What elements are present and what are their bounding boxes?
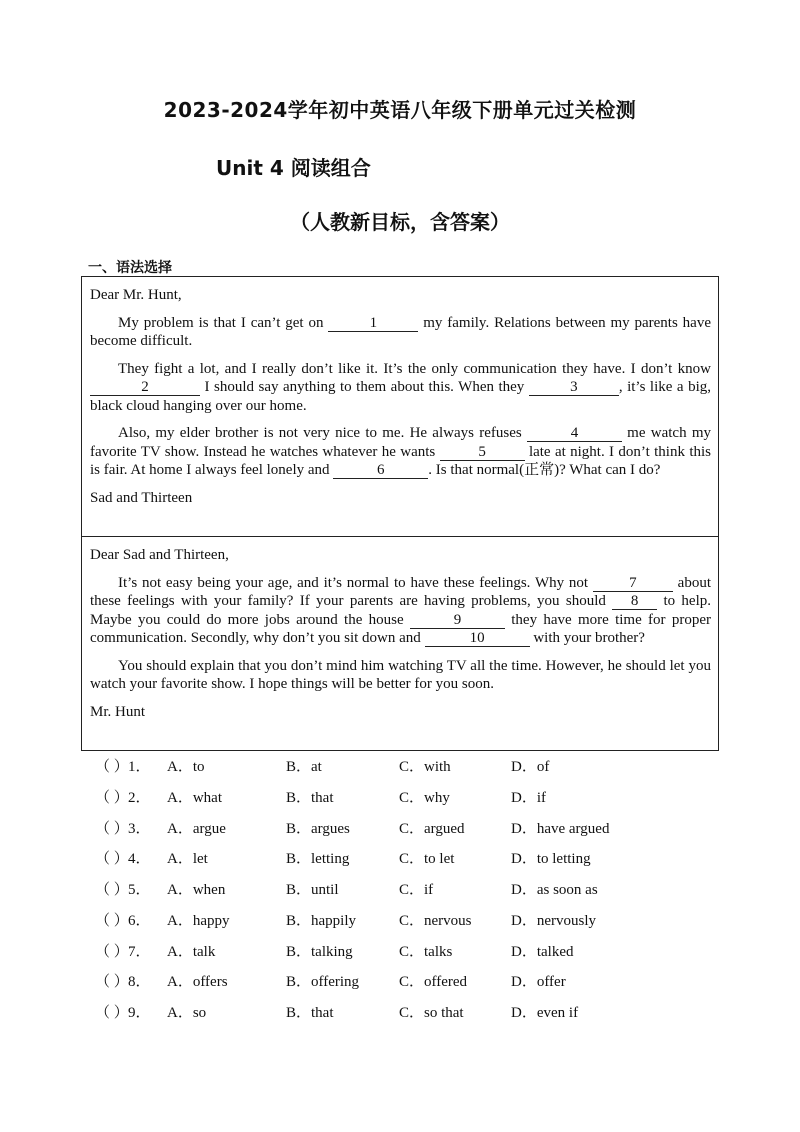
blank-5: 5 <box>440 445 525 461</box>
answer-bracket[interactable]: （ ） <box>95 790 129 806</box>
letter-greeting: Dear Mr. Hunt, <box>90 287 182 303</box>
text-run: they have more time for proper communication. Secondly, why don’t you sit down and <box>90 611 711 646</box>
question-number: 8． <box>128 974 151 990</box>
letter-signature: Sad and Thirteen <box>90 489 193 506</box>
option-a: A．to <box>167 759 205 775</box>
text-run: Also, my elder brother is not very nice to me. He always refuses <box>118 425 527 441</box>
text-run: It’s not easy being your age, and it’s normal to have these feelings. Why not <box>118 574 593 591</box>
option-b: B．at <box>286 759 322 775</box>
text-run: They fight a lot, and I really don’t like it. It’s the only communication they have. I don’t know <box>118 360 711 377</box>
letter-greeting: Dear Sad and Thirteen, <box>90 547 229 563</box>
answer-bracket[interactable]: （ ） <box>95 851 129 867</box>
letter-paragraph: You should explain that you don’t mind him watching TV all the time. However, he should let you watch your favorite show. I hope things will be better for you soon. <box>90 657 711 692</box>
option-b: B．argues <box>286 821 350 837</box>
answer-bracket[interactable]: （ ） <box>95 974 129 990</box>
option-b: B．talking <box>286 944 353 960</box>
option-a: A．let <box>167 851 208 867</box>
letter-paragraph <box>90 360 711 416</box>
option-c: C．why <box>399 790 450 806</box>
answer-bracket[interactable]: （ ） <box>95 759 129 775</box>
option-c: C．to let <box>399 851 455 867</box>
text-run: about these feelings with your family? If your parents are having problems, you should <box>90 574 711 609</box>
text-run: to help. Maybe you could do more jobs around the house <box>90 593 711 628</box>
blank-9: 9 <box>410 613 505 629</box>
option-a: A．so <box>167 1005 207 1021</box>
question-row <box>95 940 715 960</box>
option-d: D．of <box>511 759 550 775</box>
option-a: A．happy <box>167 913 230 929</box>
letter-paragraph <box>90 574 711 648</box>
text-run: late at night. I don’t think this is fair. At home I always feel lonely and <box>90 443 711 478</box>
document-subtitle: （人教新目标，含答案） <box>290 210 510 234</box>
letter-signature: Mr. Hunt <box>90 703 146 720</box>
question-row <box>95 786 715 806</box>
blank-3: 3 <box>529 380 619 396</box>
option-c: C．argued <box>399 821 465 837</box>
blank-6: 6 <box>333 463 428 479</box>
letter-paragraph <box>90 314 711 351</box>
question-number: 2． <box>128 790 151 806</box>
answer-bracket[interactable]: （ ） <box>95 882 129 898</box>
answer-bracket[interactable]: （ ） <box>95 913 129 929</box>
question-number: 9． <box>128 1005 151 1021</box>
question-row <box>95 755 715 775</box>
unit-title: Unit 4 阅读组合 <box>216 156 371 180</box>
question-number: 3． <box>128 821 151 837</box>
option-c: C．offered <box>399 974 468 990</box>
letter-paragraph <box>90 424 711 480</box>
option-a: A．argue <box>167 821 226 837</box>
option-c: C．so that <box>399 1005 464 1021</box>
option-c: C．with <box>399 759 451 775</box>
question-row <box>95 970 715 990</box>
option-d: D．if <box>511 790 546 806</box>
question-number: 4． <box>128 851 151 867</box>
letter-box-1 <box>81 276 719 537</box>
section-title: 一、语法选择 <box>88 260 172 276</box>
option-d: D．offer <box>511 974 566 990</box>
question-row <box>95 847 715 867</box>
option-b: B．happily <box>286 913 356 929</box>
option-d: D．have argued <box>511 821 610 837</box>
answer-bracket[interactable]: （ ） <box>95 1005 129 1021</box>
letter-box-2 <box>81 537 719 751</box>
answer-bracket[interactable]: （ ） <box>95 944 129 960</box>
option-d: D．nervously <box>511 913 596 929</box>
text-run: My problem is that I can’t get on <box>118 314 329 331</box>
text-run: my family. Relations between my parents have become difficult. <box>90 314 711 349</box>
option-b: B．letting <box>286 851 350 867</box>
question-number: 7． <box>128 944 151 960</box>
option-c: C．nervous <box>399 913 472 929</box>
text-run: me watch my favorite TV show. Instead he watches whatever he wants <box>90 425 711 460</box>
option-d: D．as soon as <box>511 882 598 898</box>
text-run: , it’s like a big, black cloud hanging over our home. <box>90 379 711 414</box>
option-d: D．talked <box>511 944 574 960</box>
option-b: B．until <box>286 882 339 898</box>
question-row <box>95 817 715 837</box>
option-b: B．that <box>286 1005 334 1021</box>
option-b: B．offering <box>286 974 360 990</box>
option-d: D．even if <box>511 1005 579 1021</box>
option-c: C．talks <box>399 944 453 960</box>
question-row <box>95 878 715 898</box>
option-a: A．talk <box>167 944 216 960</box>
blank-10: 10 <box>425 631 530 647</box>
text-run: with your brother? <box>529 630 645 646</box>
text-run: I should say anything to them about this. When they <box>200 379 529 395</box>
text-run: . Is that normal(正常)? What can I do? <box>428 462 661 478</box>
blank-7: 7 <box>593 576 673 592</box>
blank-1: 1 <box>328 316 418 332</box>
blank-2: 2 <box>90 380 200 396</box>
option-d: D．to letting <box>511 851 591 867</box>
blank-8: 8 <box>612 594 657 610</box>
question-number: 5． <box>128 882 151 898</box>
question-number: 1． <box>128 759 151 775</box>
option-a: A．when <box>167 882 226 898</box>
option-a: A．offers <box>167 974 228 990</box>
answer-bracket[interactable]: （ ） <box>95 821 129 837</box>
question-number: 6． <box>128 913 151 929</box>
document-title: 2023-2024学年初中英语八年级下册单元过关检测 <box>163 98 637 122</box>
blank-4: 4 <box>527 426 622 442</box>
question-row <box>95 1001 715 1021</box>
question-row <box>95 909 715 929</box>
option-c: C．if <box>399 882 434 898</box>
option-b: B．that <box>286 790 334 806</box>
option-a: A．what <box>167 790 222 806</box>
